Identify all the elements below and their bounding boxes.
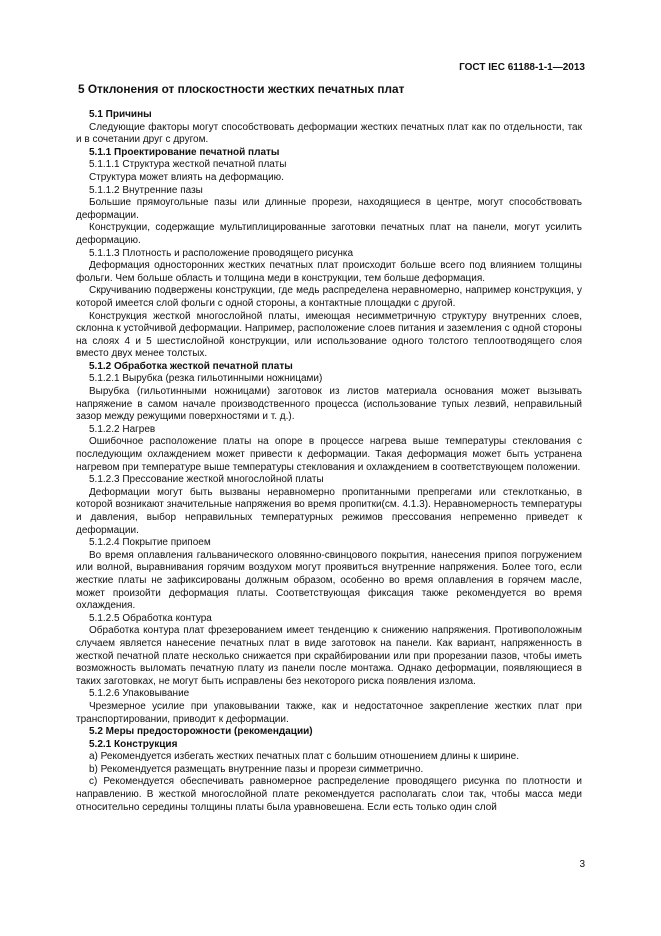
paragraph: 5.1.1 Проектирование печатной платы <box>89 146 280 158</box>
document-header: ГОСТ IEC 61188-1-1—2013 <box>459 62 585 73</box>
paragraph: c) Рекомендуется обеспечивать равномерное распределение проводящего рисунка по плотности и направлению. В жесткой многослойной плате рекомендуется располагать слои так, чтобы масса меди относительно середины толщины платы была уравновешена. Если есть только один слой <box>76 776 582 813</box>
paragraph: Конструкция жесткой многослойной платы, имеющая несимметричную структуру внутренних слоев, склонна к устойчивой деформации. Например, расположение слоев питания и заземления с одной стороны на слоях 4 и 5 шестислойной конструкции, или использование одного толстого теплоотводящего слоя вместо двух менее толстых. <box>76 310 582 360</box>
paragraph: 5.1.2.3 Прессование жесткой многослойной платы <box>89 474 324 486</box>
paragraph: Во время оплавления гальванического оловянно-свинцового покрытия, нанесения припоя погружением или волной, выравнивания горячим воздухом могут проявиться внутренние напряжения. Более того, если жесткие платы не зафиксированы должным образом, особенно во время оплавления в горячем масле, может произойти деформация платы. Соответствующая фиксация также рекомендуется во время охлаждения. <box>76 549 582 612</box>
paragraph: 5.1.2.5 Обработка контура <box>89 612 212 624</box>
paragraph: 5.1.2 Обработка жесткой печатной платы <box>89 360 293 372</box>
paragraph: Структура может влиять на деформацию. <box>89 171 284 183</box>
paragraph: Большие прямоугольные пазы или длинные прорези, находящиеся в центре, могут способствовать деформации. <box>76 197 582 221</box>
paragraph: 5.1.2.1 Вырубка (резка гильотинными ножницами) <box>89 373 323 385</box>
page-number: 3 <box>579 859 585 870</box>
paragraph: 5.1 Причины <box>89 109 152 120</box>
paragraph: Вырубка (гильотинными ножницами) заготовок из листов материала основания может вызывать напряжение в самом начале производственного процесса (использование тупых лезвий, неправильный зазор между режущими поверхностями и т. д.). <box>76 386 582 423</box>
paragraph: 5.2 Меры предосторожности (рекомендации) <box>89 726 313 738</box>
paragraph: Чрезмерное усилие при упаковывании также, как и недостаточное закрепление жестких плат при транспортировании, приводит к деформации. <box>76 700 582 725</box>
paragraph: Деформации могут быть вызваны неравномерно пропитанными препрегами или стеклотканью, в которой возникают значительные напряжения во время пропитки(см. 4.1.3). Неравномерность температуры и давления, выбор неправильных температурных режимов прессования непременно приведет к деформации. <box>76 486 582 536</box>
paragraph: Деформация односторонних жестких печатных плат происходит больше всего под влиянием толщины фольги. Чем больше область и толщина меди в конструкции, тем больше деформация. <box>76 260 582 284</box>
paragraph: 5.1.1.1 Структура жесткой печатной платы <box>89 159 287 171</box>
paragraph: Обработка контура плат фрезерованием имеет тенденцию к снижению напряжения. Противоположным случаем является нанесение печатных плат в виде заготовок на панели. Как вариант, напряженность в жесткой печатной плате несколько снижается при скрайбировании или при прорезании пазов, чтобы иметь возможность выломать печатную плату из панели после монтажа. Однако деформации, появляющиеся в таких заготовках, не могут быть исправлены без некоторого риска появления излома. <box>76 625 582 687</box>
paragraph: a) Рекомендуется избегать жестких печатных плат с большим отношением длины к ширине. <box>89 751 520 763</box>
content-body <box>76 109 582 814</box>
section-title: 5 Отклонения от плоскостности жестких печатных плат <box>78 82 405 96</box>
paragraph: b) Рекомендуется размещать внутренние пазы и прорези симметрично. <box>89 763 424 775</box>
paragraph: 5.1.2.4 Покрытие припоем <box>89 537 211 549</box>
paragraph: 5.1.2.6 Упаковывание <box>89 688 190 700</box>
paragraph: 5.1.1.2 Внутренние пазы <box>89 184 203 196</box>
paragraph: Скручиванию подвержены конструкции, где медь распределена неравномерно, например конструкция, у которой имеется слой фольги с одной стороны, а контактные площадки с другой. <box>76 285 582 309</box>
paragraph: Конструкции, содержащие мультиплицированные заготовки печатных плат на панели, могут усилить деформацию. <box>76 222 582 246</box>
paragraph: Ошибочное расположение платы на опоре в процессе нагрева выше температуры стеклования с последующим охлаждением может привести к деформации. Такая деформация может быть устранена нагревом при температуре выше температуры стеклования и охлаждением в соответствующем положении. <box>76 436 582 473</box>
page-body <box>76 82 582 814</box>
paragraph: 5.1.2.2 Нагрев <box>89 423 156 435</box>
paragraph: 5.2.1 Конструкция <box>89 738 178 750</box>
paragraph: 5.1.1.3 Плотность и расположение проводящего рисунка <box>89 247 354 259</box>
paragraph: Следующие факторы могут способствовать деформации жестких печатных плат как по отдельности, так и в сочетании друг с другом. <box>76 121 582 146</box>
